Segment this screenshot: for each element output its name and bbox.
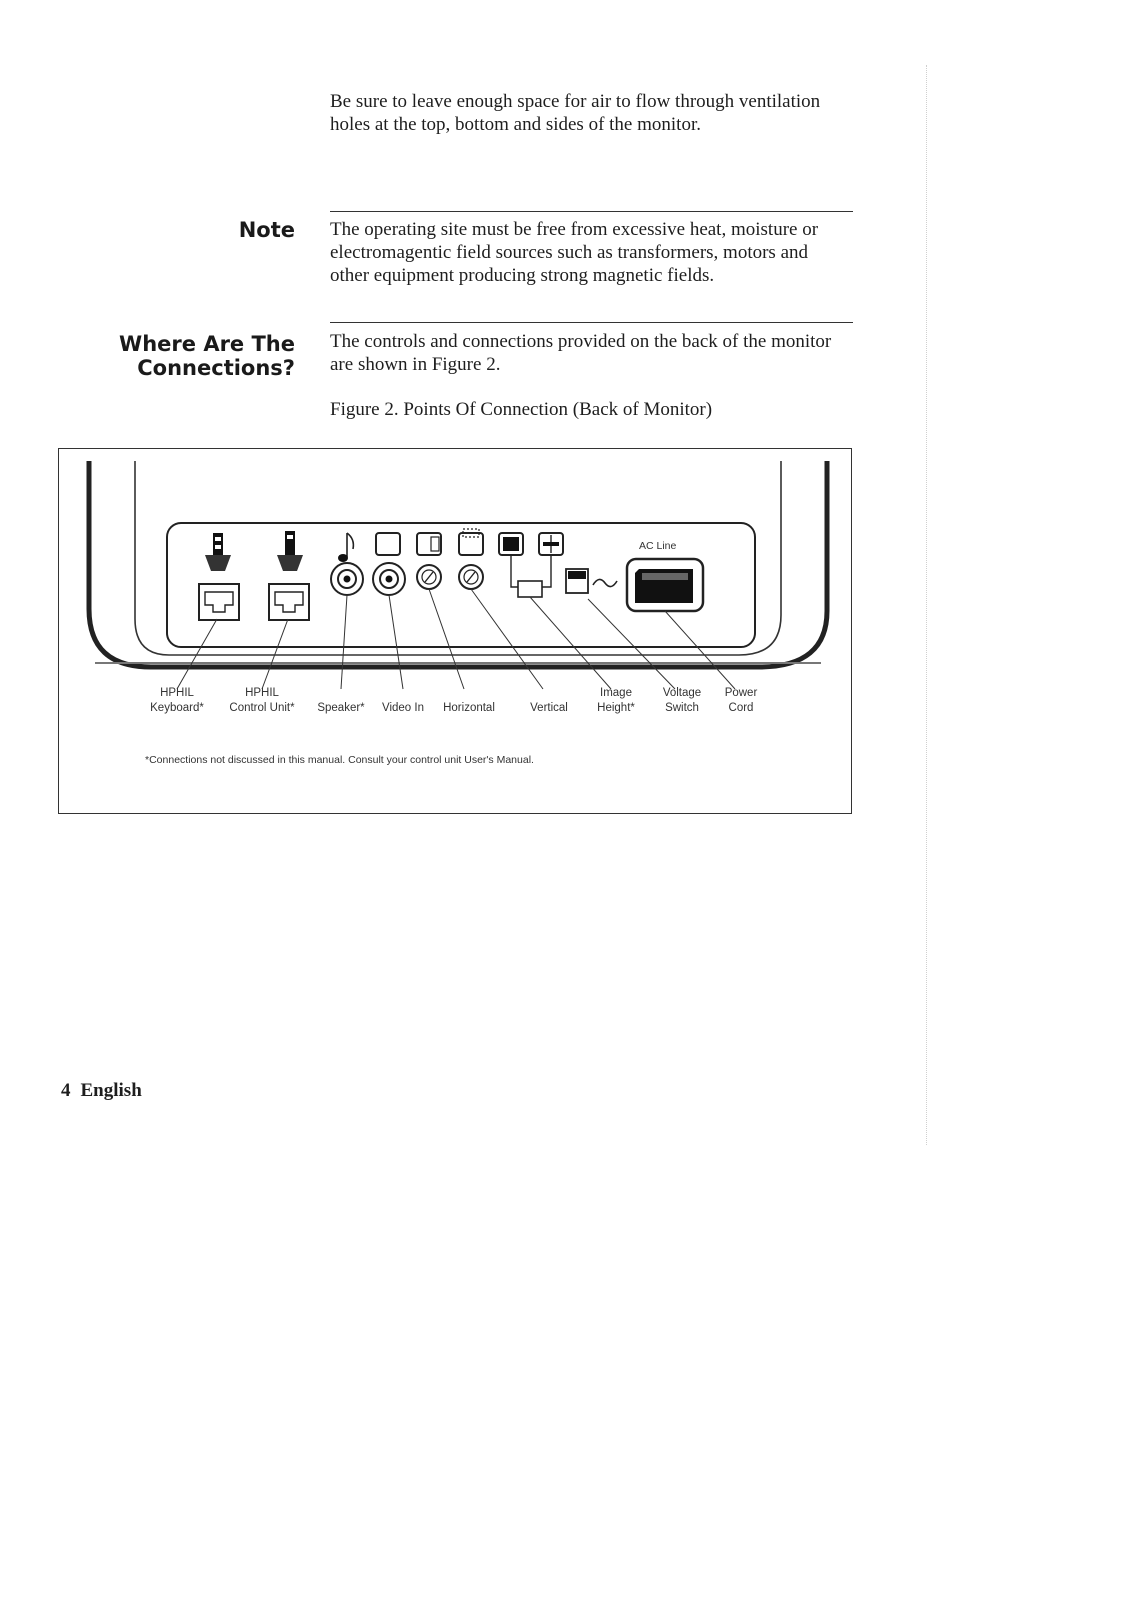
horizontal-symbol (417, 533, 441, 555)
speaker-jack[interactable] (331, 563, 363, 595)
power-cord-socket[interactable] (627, 559, 703, 611)
image-height-symbol (499, 533, 523, 555)
footer-language: English (80, 1080, 142, 1101)
section-rule-note (330, 211, 853, 212)
connections-heading-line1: Where Are The (119, 332, 295, 356)
vertical-control-knob[interactable] (459, 565, 483, 589)
figure-caption: Figure 2. Points Of Connection (Back of Monitor) (330, 399, 713, 420)
video-in-symbol (376, 533, 400, 555)
image-height-control[interactable] (518, 581, 542, 597)
voltage-switch[interactable] (566, 569, 588, 593)
page-number: 4 (61, 1080, 71, 1101)
connections-heading-line2: Connections? (137, 356, 295, 380)
label-hphil-control-unit-1: HPHIL (245, 687, 279, 699)
figure-2-back-of-monitor (58, 448, 852, 814)
label-speaker: Speaker* (317, 702, 365, 714)
figure-labels (150, 687, 757, 714)
label-image-height-2: Height* (597, 702, 635, 714)
intro-paragraph: Be sure to leave enough space for air to flow through ventilation holes at the top, bottom and sides of the monitor. (330, 91, 821, 135)
figure-footnote: *Connections not discussed in this manual. Consult your control unit User's Manual. (145, 754, 534, 766)
label-power-cord-1: Power (724, 687, 758, 699)
label-vertical: Vertical (530, 702, 568, 714)
note-paragraph: The operating site must be free from excessive heat, moisture or electromagentic field sources such as transformers, motors and other equipment producing strong magnetic fields. (330, 219, 819, 286)
note-heading: Note (238, 218, 295, 242)
label-voltage-switch-2: Switch (665, 702, 699, 714)
vertical-symbol (459, 529, 483, 555)
label-hphil-keyboard-2: Keyboard* (150, 702, 204, 714)
label-horizontal: Horizontal (443, 702, 495, 714)
label-power-cord-2: Cord (728, 702, 754, 714)
hphil-keyboard-port[interactable] (199, 584, 239, 620)
horizontal-control-knob[interactable] (417, 565, 441, 589)
section-rule-connections (330, 322, 853, 323)
monitor-back-diagram (59, 449, 853, 815)
image-height-symbol-2 (539, 533, 563, 555)
label-hphil-control-unit-2: Control Unit* (229, 702, 295, 714)
page-footer (61, 1080, 142, 1102)
label-voltage-switch-1: Voltage (662, 687, 702, 699)
video-in-jack[interactable] (373, 563, 405, 595)
hphil-control-unit-port[interactable] (269, 584, 309, 620)
label-image-height-1: Image (600, 687, 632, 699)
connections-heading (119, 332, 295, 380)
connections-paragraph: The controls and connections provided on the back of the monitor are shown in Figure 2. (330, 331, 832, 375)
label-hphil-keyboard-1: HPHIL (160, 687, 194, 699)
ac-line-label: AC Line (639, 540, 677, 552)
margin-guide (926, 65, 927, 1145)
label-video-in: Video In (382, 702, 424, 714)
